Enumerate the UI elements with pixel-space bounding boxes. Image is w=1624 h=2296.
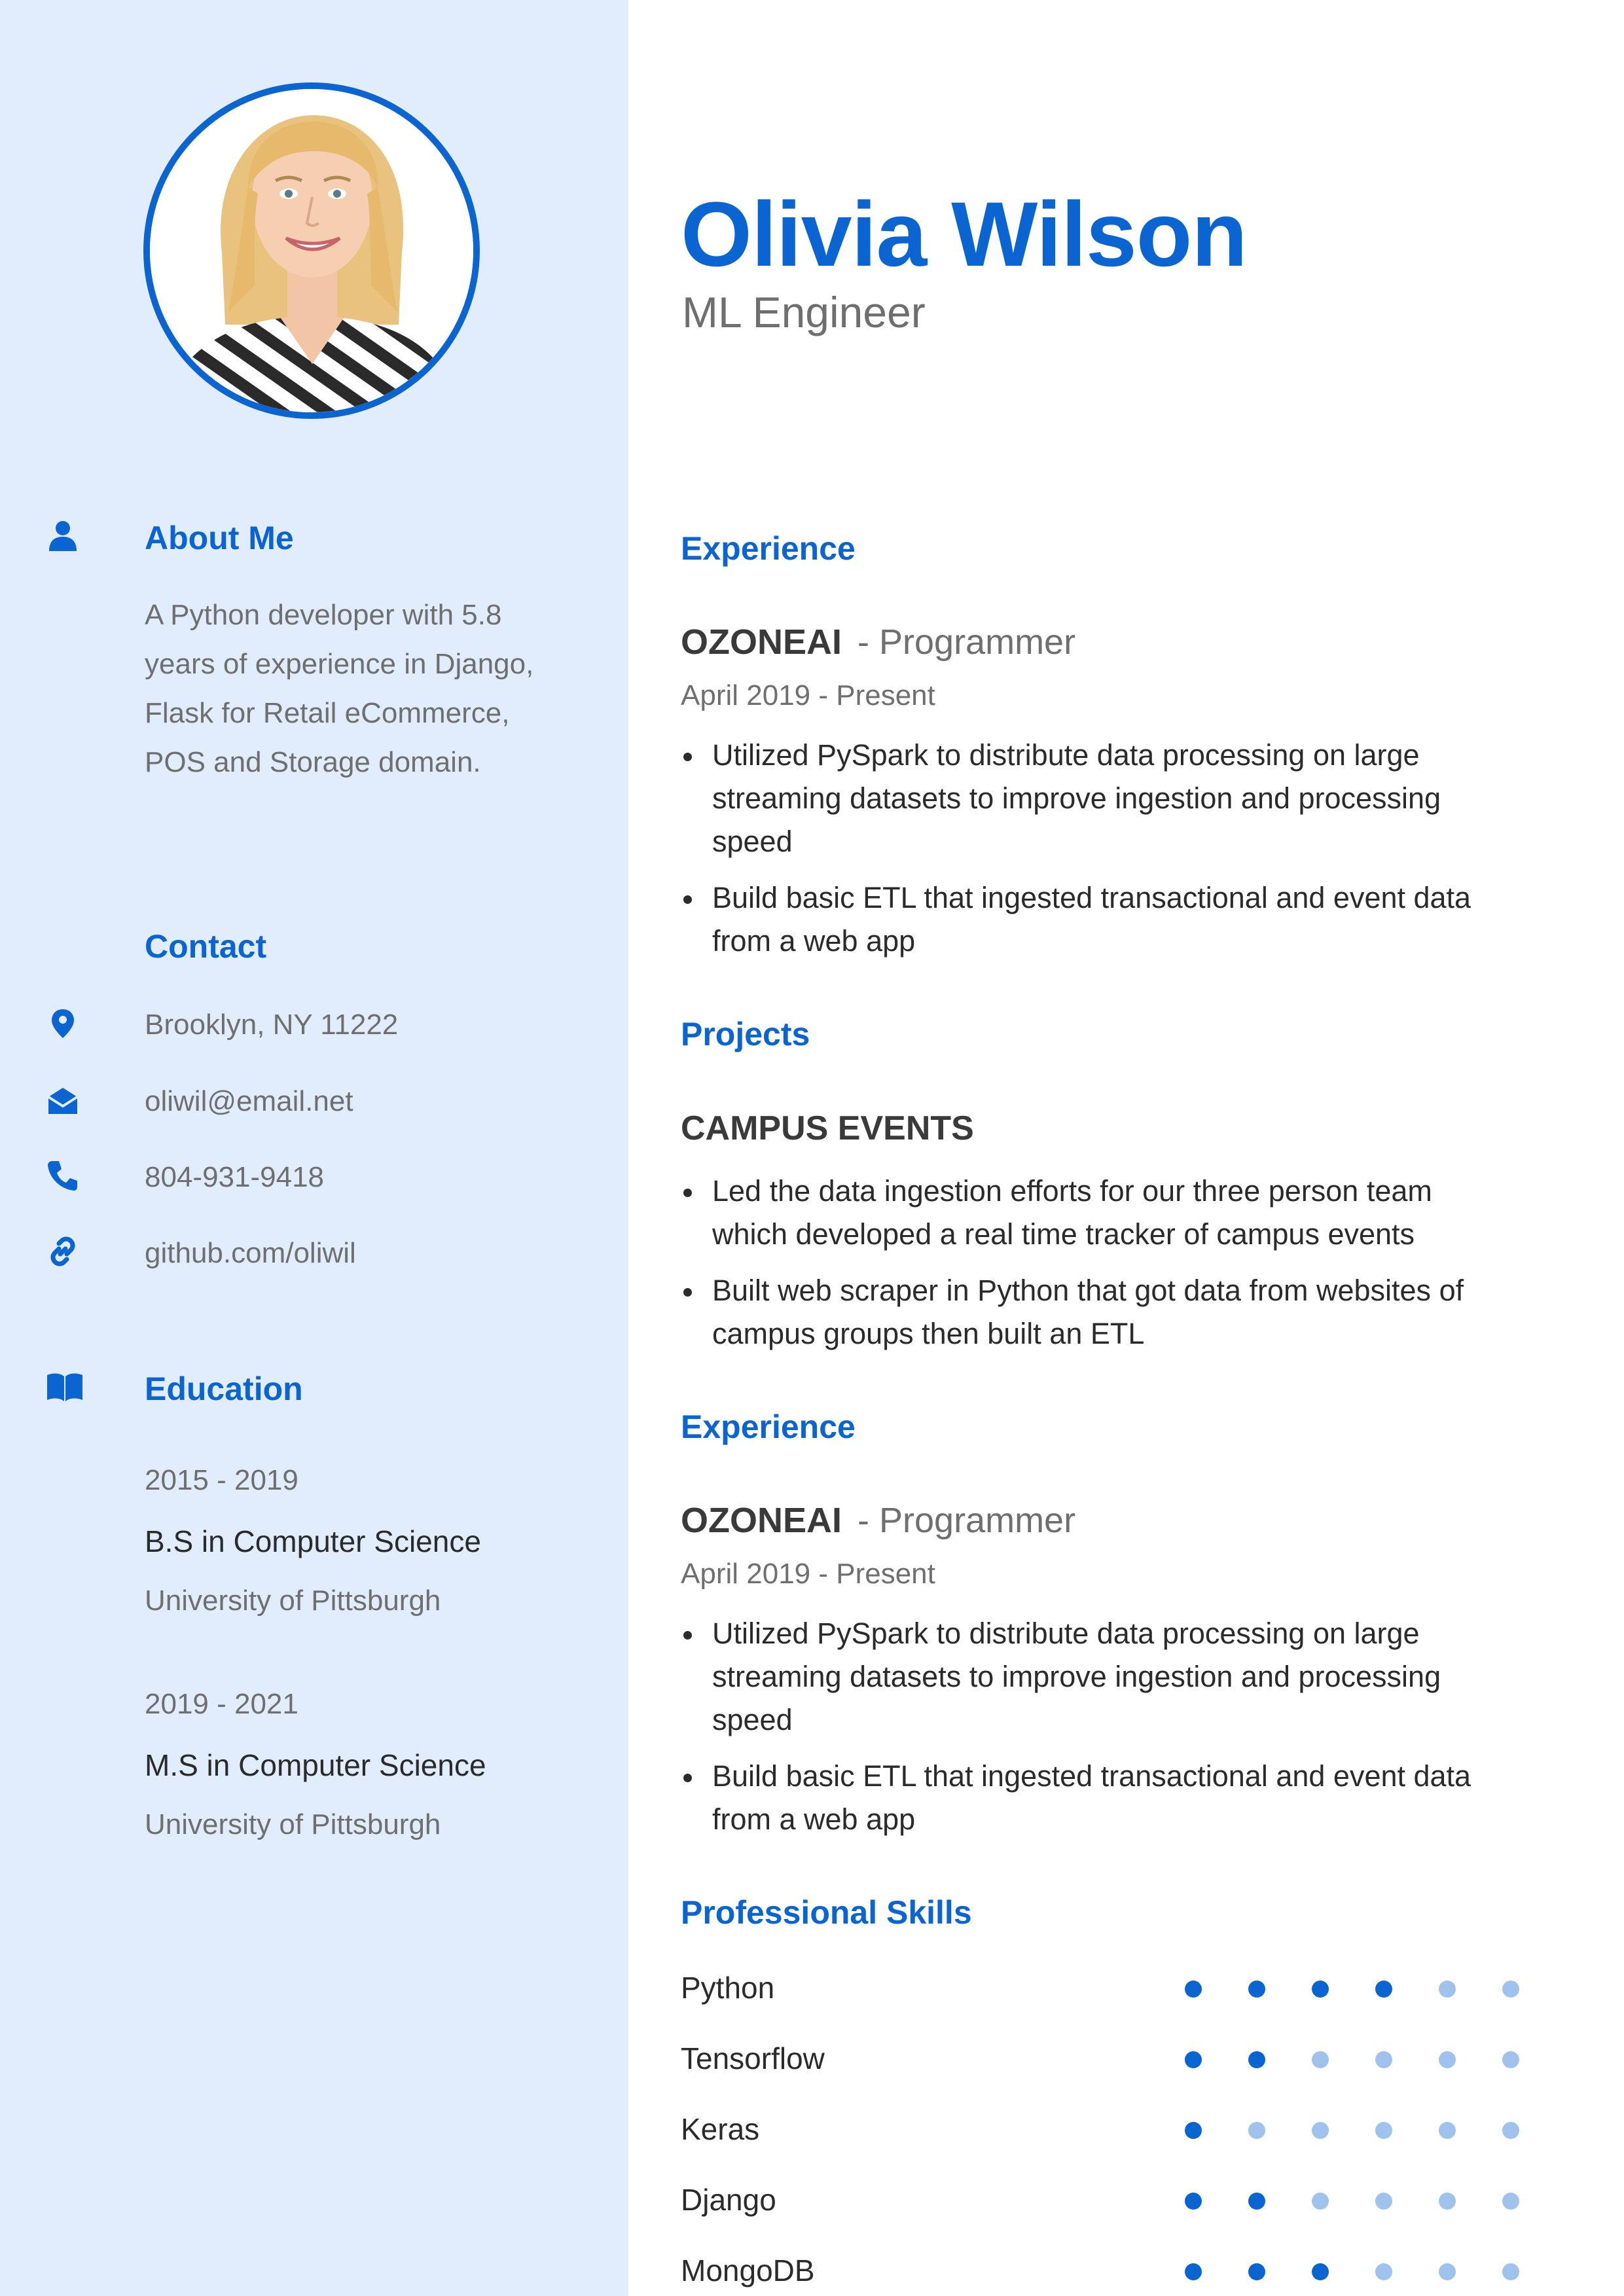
project-bullets [681,1170,1506,1369]
contact-phone[interactable]: 804-931-9418 [145,1161,325,1193]
skill-name: MongoDB [681,2253,815,2287]
sidebar [0,0,628,2296]
skill-dot-filled [1185,2193,1202,2210]
skill-dot-empty [1439,1981,1456,1998]
person-name: Olivia Wilson [681,183,1247,285]
skill-dot-empty [1375,2193,1392,2210]
contact-email[interactable]: oliwil@email.net [145,1085,353,1117]
contact-address: Brooklyn, NY 11222 [145,1009,399,1041]
projects-heading: Projects [681,1016,810,1052]
skill-dot-empty [1439,2263,1456,2280]
skill-dot-empty [1375,2051,1392,2068]
link-icon [46,1234,80,1268]
skill-dot-empty [1375,2122,1392,2139]
skill-row [681,2182,1545,2221]
experience-bullets [681,1612,1506,1854]
book-icon [46,1370,84,1404]
experience-heading: Experience [681,530,856,567]
experience-heading: Experience [681,1408,856,1445]
skill-dot-filled [1312,2263,1329,2280]
skill-dot-empty [1439,2122,1456,2139]
skills-heading: Professional Skills [681,1894,972,1931]
envelope-icon [46,1084,80,1118]
skill-dot-filled [1312,1981,1329,1998]
skill-dot-empty [1248,2122,1265,2139]
list-item: Led the data ingestion efforts for our three person team which developed a real time tracker of campus events [681,1170,1506,1256]
skill-name: Keras [681,2112,760,2146]
education-school: University of Pittsburgh [145,1585,441,1617]
skill-dot-filled [1248,2193,1265,2210]
about-heading: About Me [145,520,294,556]
skill-dot-filled [1248,2263,1265,2280]
education-heading: Education [145,1371,303,1407]
job-title: ML Engineer [682,288,926,336]
skill-dot-filled [1248,2051,1265,2068]
skill-dot-filled [1185,2051,1202,2068]
education-degree: M.S in Computer Science [145,1748,486,1782]
skill-dot-filled [1185,1981,1202,1998]
skill-dot-filled [1375,1981,1392,1998]
skill-row [681,1970,1545,2009]
skill-row [681,2111,1545,2151]
skill-dot-empty [1502,2122,1519,2139]
skill-dot-empty [1312,2193,1329,2210]
skill-name: Tensorflow [681,2041,825,2075]
education-school: University of Pittsburgh [145,1808,441,1840]
skill-dot-filled [1185,2122,1202,2139]
skill-dot-empty [1502,2051,1519,2068]
skill-dot-empty [1312,2051,1329,2068]
list-item: Utilized PySpark to distribute data processing on large streaming datasets to improve ingestion and processing speed [681,1612,1506,1742]
job-role: - Programmer [857,1501,1076,1540]
skill-row [681,2253,1545,2292]
skill-dot-empty [1439,2193,1456,2210]
job-dates: April 2019 - Present [681,1558,935,1590]
job-header [681,1503,1075,1538]
skill-dot-empty [1375,2263,1392,2280]
skill-dot-empty [1502,2263,1519,2280]
list-item: Built web scraper in Python that got data from websites of campus groups then built an ETL [681,1269,1506,1355]
skill-dot-empty [1439,2051,1456,2068]
company-name: OZONEAI [681,1501,842,1540]
user-icon [46,518,80,552]
skill-dot-empty [1502,1981,1519,1998]
education-degree: B.S in Computer Science [145,1524,481,1558]
job-role: - Programmer [857,622,1076,662]
skill-name: Python [681,1971,775,2005]
phone-icon [46,1158,80,1193]
project-title: CAMPUS EVENTS [681,1109,974,1147]
skill-dot-filled [1248,1981,1265,1998]
skill-dot-empty [1312,2122,1329,2139]
contact-github[interactable]: github.com/oliwil [145,1237,356,1269]
skill-row [681,2041,1545,2080]
location-pin-icon [46,1007,80,1041]
experience-bullets [681,734,1506,976]
skill-dot-empty [1502,2193,1519,2210]
contact-heading: Contact [145,928,267,965]
list-item: Build basic ETL that ingested transactional and event data from a web app [681,876,1506,963]
education-years: 2015 - 2019 [145,1464,298,1496]
job-dates: April 2019 - Present [681,679,935,711]
job-header [681,624,1075,660]
about-text: A Python developer with 5.8 years of experience in Django, Flask for Retail eCommerce, POS and Storage domain. [145,599,534,778]
list-item: Utilized PySpark to distribute data processing on large streaming datasets to improve ingestion and processing speed [681,734,1506,863]
education-years: 2019 - 2021 [145,1688,298,1720]
list-item: Build basic ETL that ingested transactional and event data from a web app [681,1755,1506,1841]
skill-name: Django [681,2183,776,2217]
company-name: OZONEAI [681,622,842,662]
profile-photo [143,82,480,419]
skill-dot-filled [1185,2263,1202,2280]
